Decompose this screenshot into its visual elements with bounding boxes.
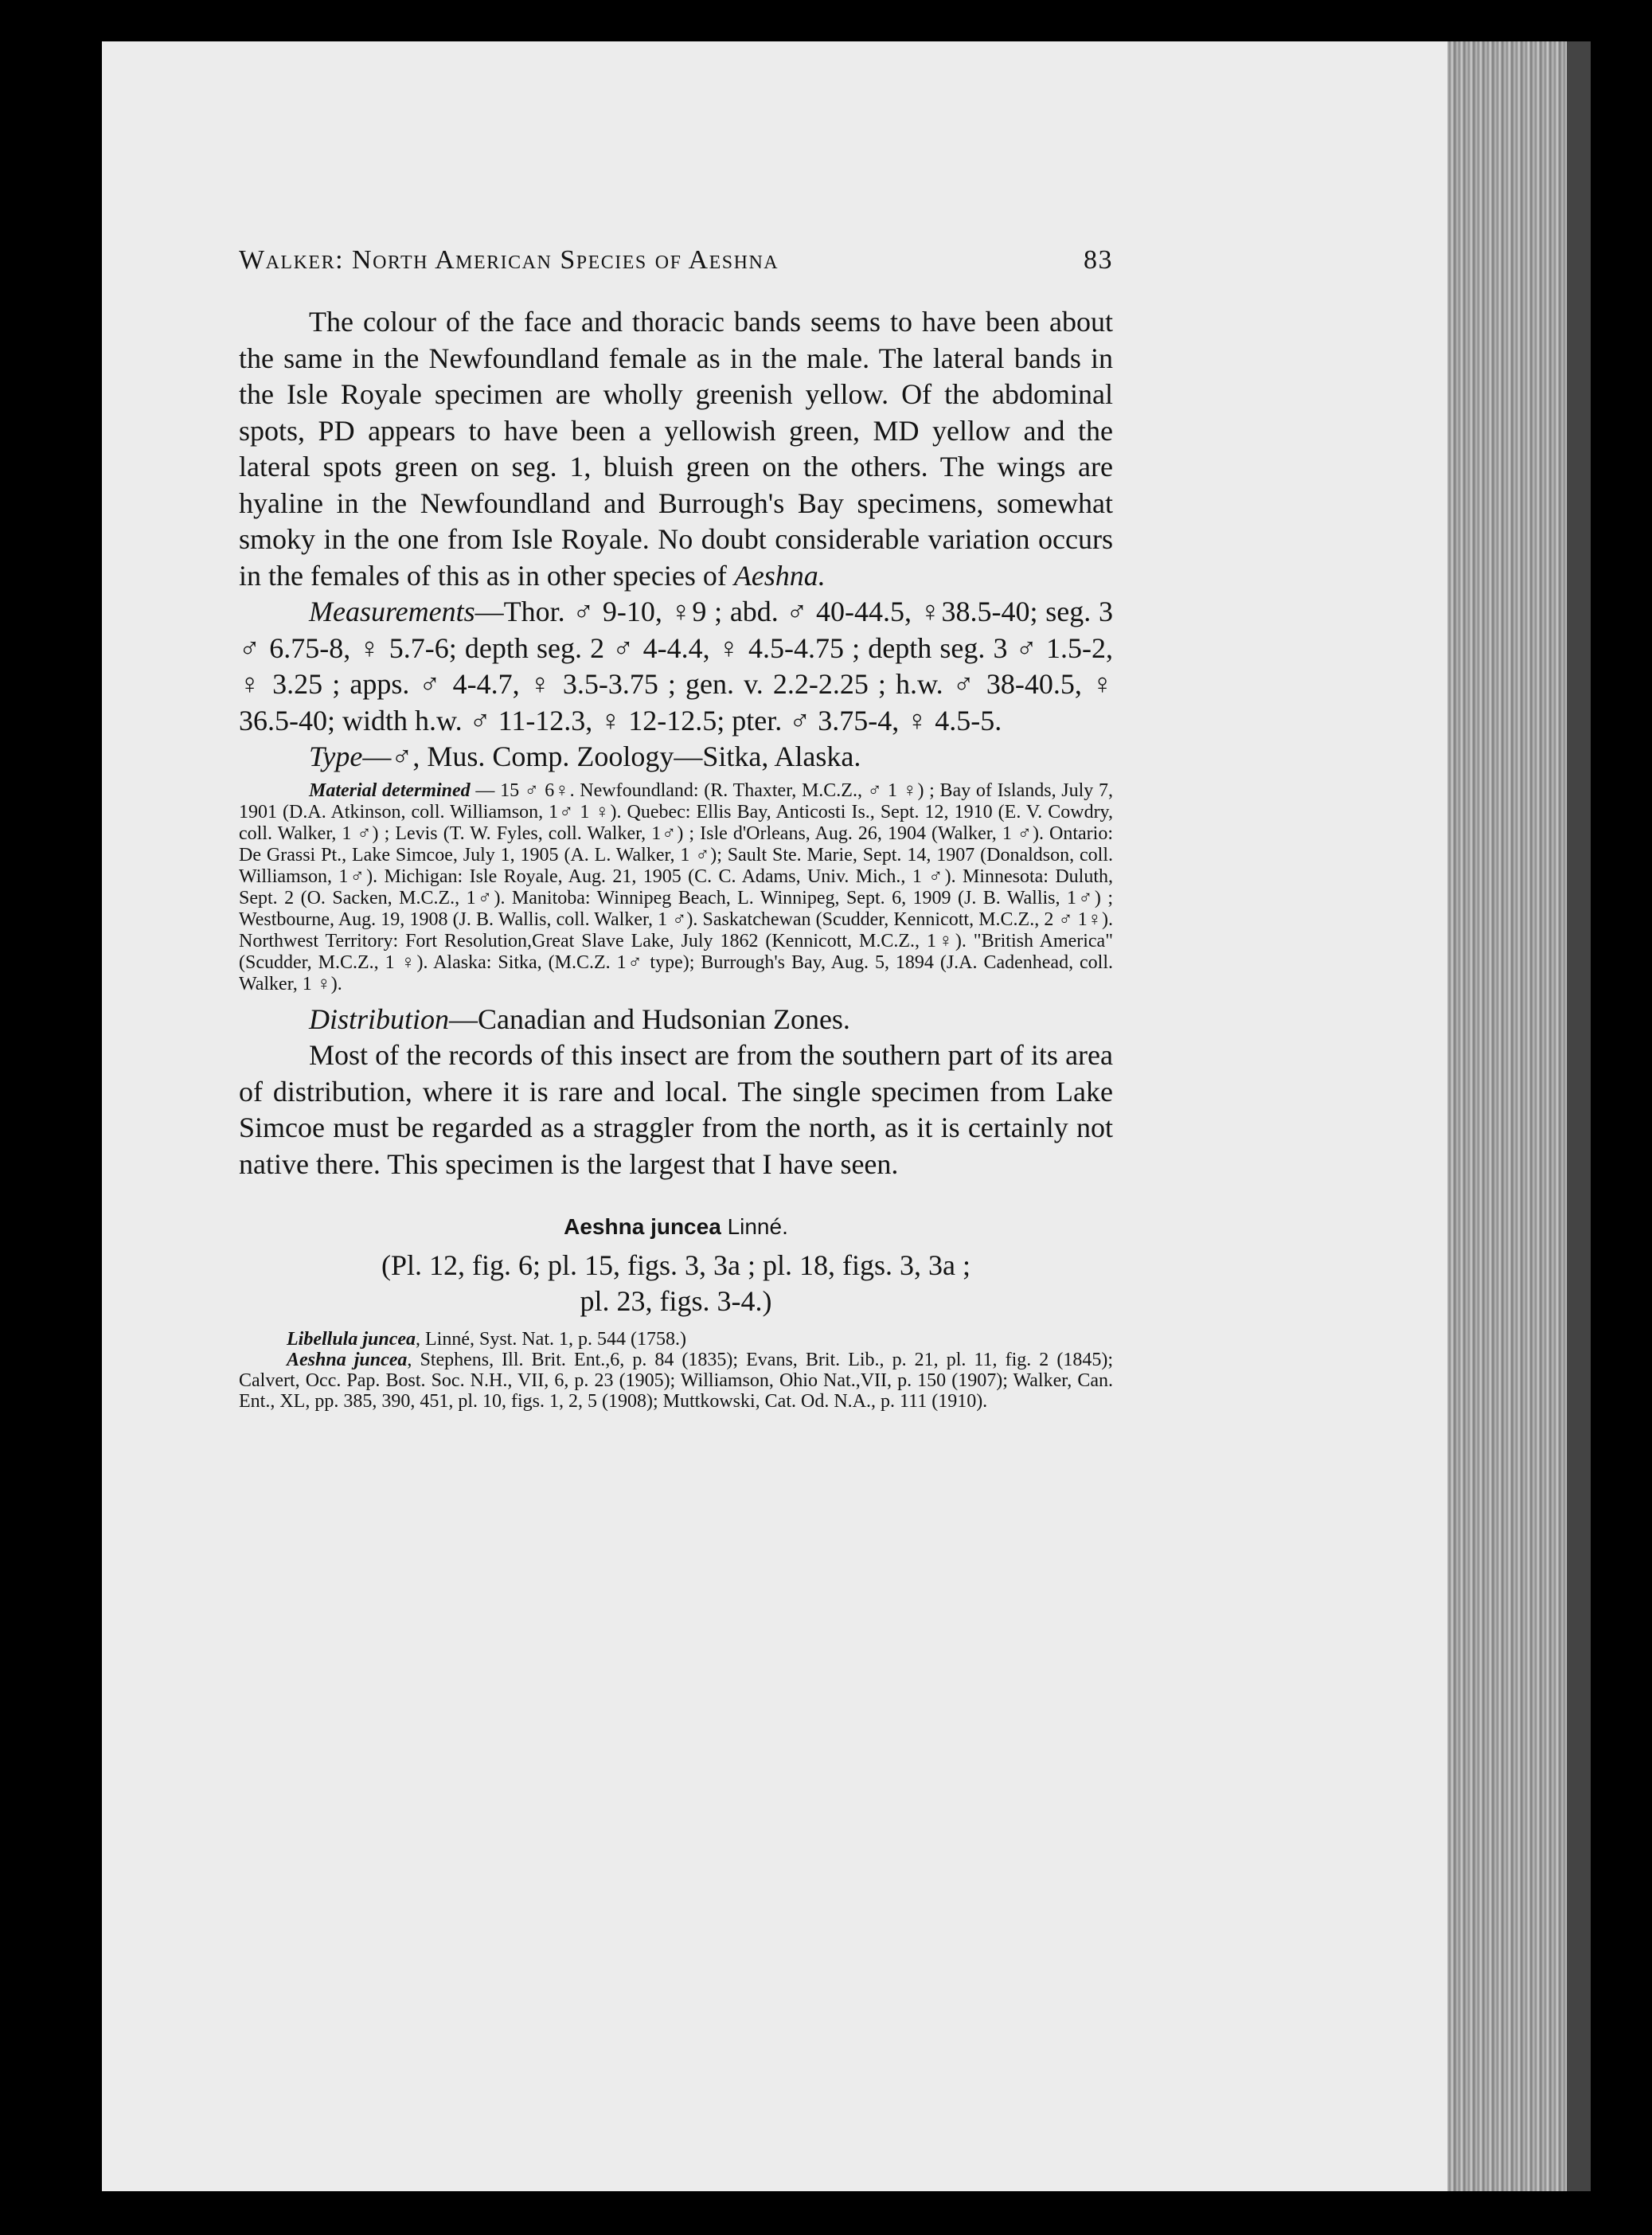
synonymy-references [239, 1329, 1113, 1412]
reference-text: , Stephens, Ill. Brit. Ent.,6, p. 84 (1835); Evans, Brit. Lib., p. 21, pl. 11, fig. 2 (1845); Calvert, Occ. Pap. Bost. Soc. N.H., VII, 6, p. 23 (1905); Williamson, Ohio Nat.,VII, p. 150 (1907); Walker, Can. Ent., XL, pp. 385, 390, 451, pl. 10, figs. 1, 2, 5 (1908); Muttkowski, Cat. Od. N.A., p. 111 (1910). [239, 1350, 1113, 1412]
page-number: 83 [1084, 245, 1113, 275]
species-author: Linné. [727, 1214, 788, 1239]
running-header [239, 245, 1113, 275]
paragraph-distribution [239, 1002, 1113, 1038]
reference-entry [239, 1350, 1113, 1412]
distribution-label: Distribution [309, 1002, 450, 1035]
plate-references-line-2: pl. 23, figs. 3-4.) [580, 1285, 772, 1317]
paragraph-colour-text: The colour of the face and thoracic bands seems to have been about the same in the Newfoundland female as in the male. The lateral bands in the Isle Royale specimen are wholly greenish yellow. Of the abdominal spots, PD appears to have been a yellowish green, MD yellow and the lateral spots green on seg. 1, bluish green on the others. The wings are hyaline in the Newfoundland and Burrough's Bay specimens, somewhat smoky in the one from Isle Royale. No doubt considerable variation occurs in the females of this as in other species of [239, 306, 1113, 592]
type-text: —♂, Mus. Comp. Zoology—Sitka, Alaska. [362, 740, 861, 772]
paragraph-material [239, 780, 1113, 995]
type-label: Type [309, 740, 363, 772]
plate-references [239, 1248, 1113, 1319]
distribution-text: —Canadian and Hudsonian Zones. [449, 1002, 850, 1035]
page-edge-stack [1447, 41, 1575, 2191]
plate-references-line-1: (Pl. 12, fig. 6; pl. 15, figs. 3, 3a ; pl. 18, figs. 3, 3a ; [381, 1249, 971, 1281]
measurements-label: Measurements [309, 596, 475, 627]
measurements-text: —Thor. ♂ 9-10, ♀9 ; abd. ♂ 40-44.5, ♀38.5-40; seg. 3 ♂ 6.75-8, ♀ 5.7-6; depth seg. 2 ♂ 4-4.4, ♀ 4.5-4.75 ; depth seg. 3 ♂ 1.5-2, ♀ 3.25 ; apps. ♂ 4-4.7, ♀ 3.5-3.75 ; gen. v. 2.2-2.25 ; h.w. ♂ 38-40.5, ♀ 36.5-40; width h.w. ♂ 11-12.3, ♀ 12-12.5; pter. ♂ 3.75-4, ♀ 4.5-5. [239, 596, 1113, 737]
reference-name: Aeshna juncea [287, 1350, 408, 1370]
species-name: Aeshna juncea [564, 1214, 721, 1239]
paragraph-colour [239, 304, 1113, 594]
genus-name: Aeshna. [733, 559, 826, 592]
paragraph-measurements [239, 594, 1113, 739]
paragraph-type [239, 739, 1113, 776]
reference-text: , Linné, Syst. Nat. 1, p. 544 (1758.) [416, 1329, 686, 1350]
species-heading [239, 1214, 1113, 1240]
page-content [239, 245, 1113, 1412]
material-text: — 15 ♂ 6♀. Newfoundland: (R. Thaxter, M.C.Z., ♂ 1 ♀) ; Bay of Islands, July 7, 1901 (D.A. Atkinson, coll. Williamson, 1♂ 1 ♀). Quebec: Ellis Bay, Anticosti Is., Sept. 12, 1910 (E. V. Cowdry, coll. Walker, 1 ♂) ; Levis (T. W. Fyles, coll. Walker, 1♂) ; Isle d'Orleans, Aug. 26, 1904 (Walker, 1 ♂). Ontario: De Grassi Pt., Lake Simcoe, July 1, 1905 (A. L. Walker, 1 ♂); Sault Ste. Marie, Sept. 14, 1907 (Donaldson, coll. Williamson, 1♂). Michigan: Isle Royale, Aug. 21, 1905 (C. C. Adams, Univ. Mich., 1 ♂). Minnesota: Duluth, Sept. 2 (O. Sacken, M.C.Z., 1♂). Manitoba: Winnipeg Beach, L. Winnipeg, Sept. 6, 1909 (J. B. Wallis, 1♂) ; Westbourne, Aug. 19, 1908 (J. B. Wallis, coll. Walker, 1 ♂). Saskatchewan (Scudder, Kennicott, M.C.Z., 2 ♂ 1♀). Northwest Territory: Fort Resolution,Great Slave Lake, July 1862 (Kennicott, M.C.Z., 1♀). "British America" (Scudder, M.C.Z., 1 ♀). Alaska: Sitka, (M.C.Z. 1♂ type); Burrough's Bay, Aug. 5, 1894 (J.A. Cadenhead, coll. Walker, 1 ♀). [239, 780, 1113, 994]
material-label: Material determined [309, 780, 471, 801]
reference-name: Libellula juncea [287, 1329, 416, 1350]
reference-entry [239, 1329, 1113, 1350]
running-title: Walker: North American Species of Aeshna [239, 245, 779, 275]
paragraph-records: Most of the records of this insect are from the southern part of its area of distribution, where it is rare and local. The single specimen from Lake Simcoe must be regarded as a straggler from the north, as it is certainly not native there. This specimen is the largest that I have seen. [239, 1039, 1113, 1180]
page-edge-shadow [1567, 41, 1591, 2191]
